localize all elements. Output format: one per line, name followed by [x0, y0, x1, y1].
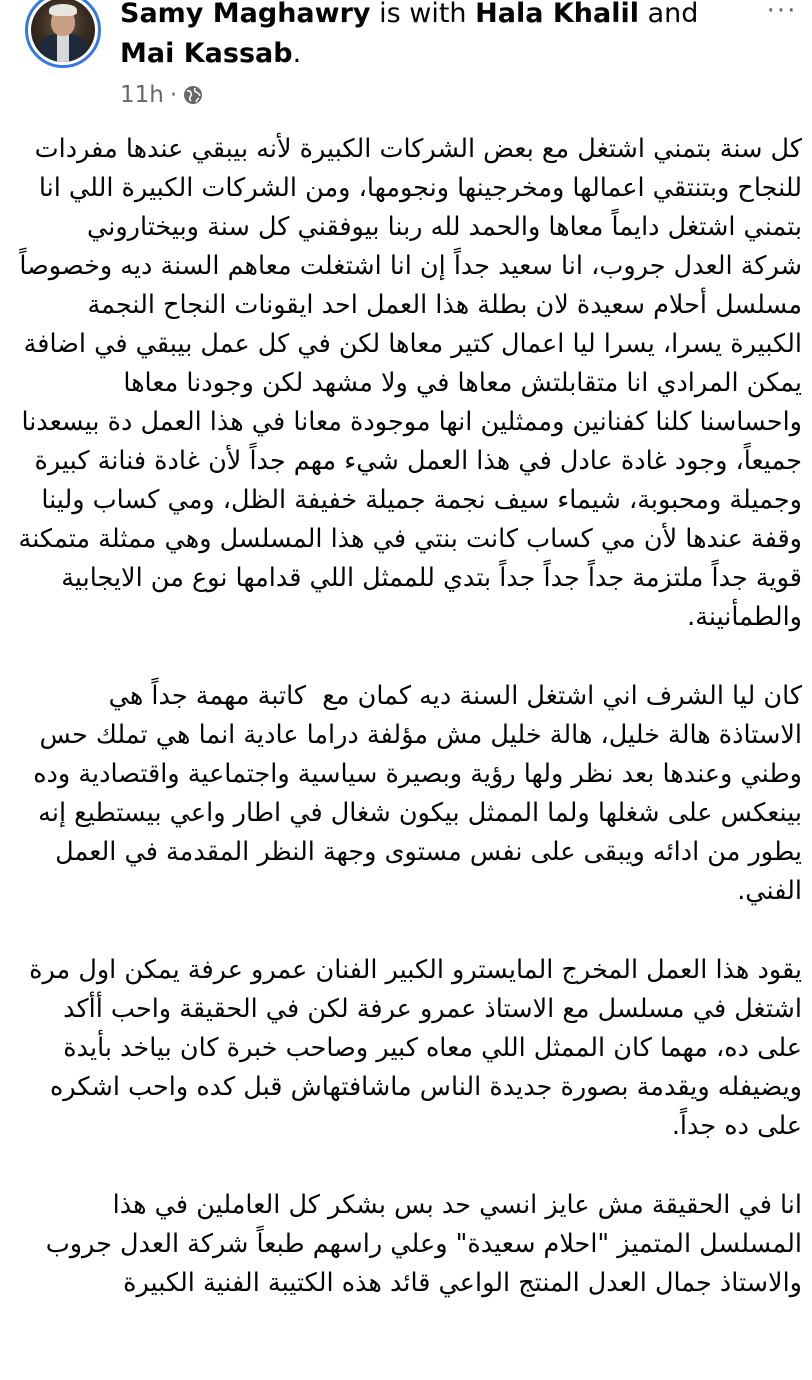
tagged-person-2[interactable]: Mai Kassab	[120, 38, 293, 69]
avatar-photo	[31, 0, 95, 62]
post-time[interactable]: 11h	[120, 82, 164, 108]
header-period: .	[292, 38, 302, 69]
author-name[interactable]: Samy Maghawry	[120, 0, 371, 29]
tagged-person-1[interactable]: Hala Khalil	[475, 0, 639, 29]
post-paragraph: كل سنة بتمني اشتغل مع بعض الشركات الكبيرة لأنه بيبقي عندها مفردات للنجاح وبتنتقي اعمالها ومخرجينها ونجومها، ومن الشركات الكبيرة اللي انا بتمني اشتغل دايماً معاها والحمد لله ربنا بيوفقني كل سنة وبيختاروني شركة العدل جروب، انا سعيد جداً إن انا اشتغلت معاهم السنة ديه وخصوصاً مسلسل أحلام سعيدة لان بطلة هذا العمل احد ايقونات النجاح النجمة الكبيرة يسرا، يسرا ليا اعمال كتير معاها لكن في كل عمل بيبقي في اضافة يمكن المرادي انا متقابلتش معاها في ولا مشهد لكن وجودنا معاها واحساسنا كلنا كفنانين وممثلين انها موجودة معانا في هذا العمل دة بيسعدنا جميعاً، وجود غادة عادل في هذا العمل شيء مهم جداً لأن غادة فنانة كبيرة وجميلة ومحبوبة، شيماء سيف نجمة جميلة خفيفة الظل، ومي كساب ولينا وقفة عندها لأن مي كساب كانت بنتي في هذا المسلسل وهي ممثلة متمكنة قوية جداً ملتزمة جداً جداً جداً بتدي للممثل اللي قدامها نوع من الايجابية والطمأنينة.	[10, 134, 802, 632]
post-paragraph: كان ليا الشرف اني اشتغل السنة ديه كمان مع كاتبة مهمة جداً هي الاستاذة هالة خليل، هالة خليل مش مؤلفة دراما عادية انما هي تملك حس وطني وعندها بعد نظر ولها رؤية وبصيرة سياسية واجتماعية واقتصادية وده بينعكس على شغلها ولما الممثل بيكون شغال في اطار واعي بيستطيع إنه يطور من ادائه ويبقى على نفس مستوى وجهة النظر المقدمة في العمل الفني.	[25, 681, 802, 906]
post-meta	[120, 80, 203, 110]
avatar[interactable]	[25, 0, 101, 68]
more-options-button[interactable]: ···	[766, 0, 798, 26]
post-header	[0, 0, 812, 120]
post-paragraph: يقود هذا العمل المخرج المايسترو الكبير الفنان عمرو عرفة يمكن اول مرة اشتغل في مسلسل مع الاستاذ عمرو عرفة لكن في الحقيقة واحب أأكد على ده، مهما كان الممثل اللي معاه كبير وصاحب خبرة كان بياخد بأيدة ويضيفله ويقدمة بصورة جديدة الناس ماشافتهاش قبل كده واحب اشكره على ده جداً.	[21, 955, 802, 1141]
globe-icon	[183, 85, 203, 105]
post-body	[10, 130, 802, 1343]
meta-separator: ·	[169, 82, 178, 108]
with-text: is with	[379, 0, 467, 29]
post-author-line	[120, 0, 750, 74]
post-paragraph: انا في الحقيقة مش عايز انسي حد بس بشكر كل العاملين في هذا المسلسل المتميز "احلام سعيدة" وعلي راسهم طبعاً شركة العدل جروب والاستاذ جمال العدل المنتج الواعي قائد هذه الكتيبة الفنية الكبيرة	[37, 1190, 802, 1298]
and-text: and	[647, 0, 699, 29]
